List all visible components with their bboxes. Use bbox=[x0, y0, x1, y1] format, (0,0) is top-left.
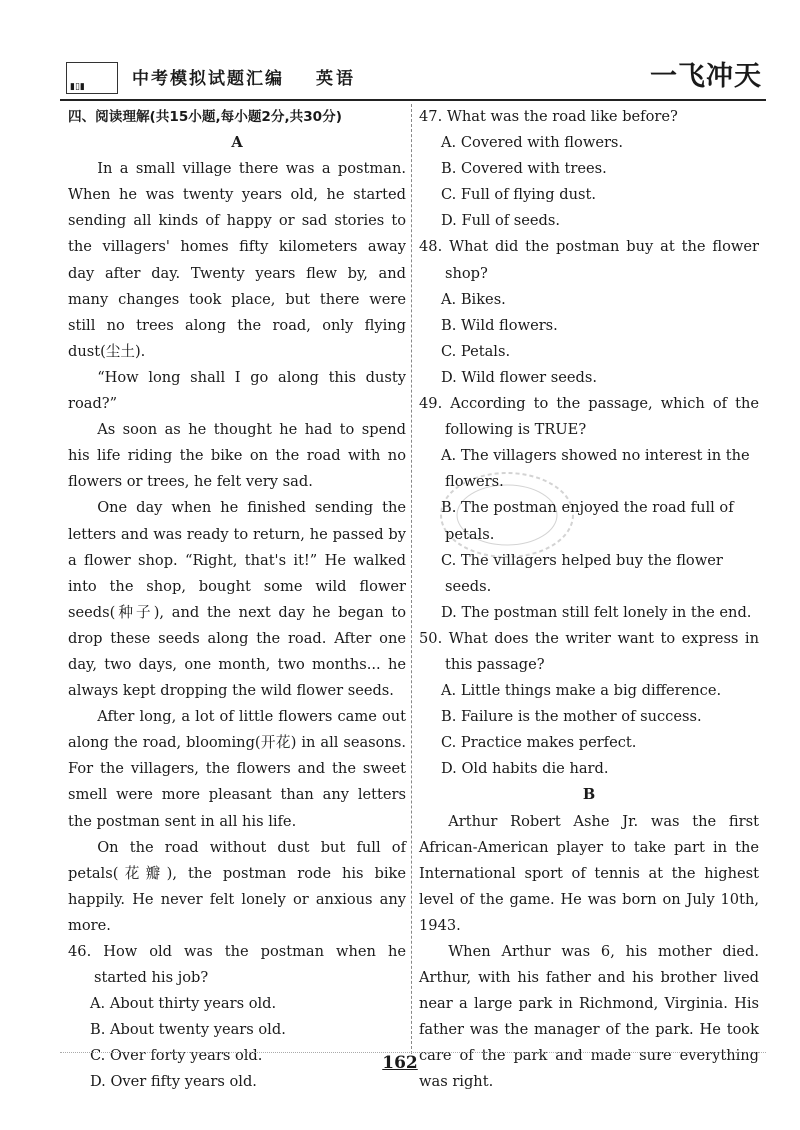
answer-option[interactable]: D. The postman still felt lonely in the end. bbox=[441, 603, 752, 621]
answer-option[interactable]: A. The villagers showed no interest in the flowers. bbox=[441, 447, 750, 491]
passage-a-label: A bbox=[231, 134, 243, 152]
answer-option[interactable]: C. Over forty years old. bbox=[90, 1047, 263, 1065]
answer-option[interactable]: A. Covered with flowers. bbox=[441, 134, 624, 152]
question-48 bbox=[419, 234, 759, 391]
question-47 bbox=[419, 104, 759, 234]
answer-option[interactable]: B. Failure is the mother of success. bbox=[441, 708, 702, 726]
left-column bbox=[68, 104, 406, 1096]
passage-a-paragraph: One day when he finished sending the letters and was ready to return, he passed by a flower shop. “Right, that's it!” He walked into the shop, bought some wild flower seeds(种子), and the next day he began to drop these seeds along the road. After one day, two days, one month, two months... he always kept dropping the wild flower seeds. bbox=[68, 499, 406, 700]
answer-option[interactable]: A. Bikes. bbox=[441, 290, 506, 308]
answer-option[interactable]: B. About twenty years old. bbox=[90, 1021, 286, 1039]
answer-option[interactable]: A. About thirty years old. bbox=[90, 995, 277, 1013]
passage-b-paragraph: Arthur Robert Ashe Jr. was the first African-American player to take part in the International sport of tennis at the highest level of the game. He was born on July 10th, 1943. bbox=[419, 812, 759, 934]
passage-a-paragraph: “How long shall I go along this dusty road?” bbox=[68, 368, 406, 413]
question-50 bbox=[419, 626, 759, 783]
book-logo bbox=[66, 62, 118, 94]
answer-option[interactable]: B. Wild flowers. bbox=[441, 316, 558, 334]
right-column bbox=[419, 104, 759, 1096]
answer-option[interactable]: D. Over fifty years old. bbox=[90, 1073, 257, 1091]
answer-option[interactable]: D. Old habits die hard. bbox=[441, 760, 609, 778]
answer-option[interactable]: C. The villagers helped buy the flower seeds. bbox=[441, 551, 723, 595]
question-stem: 46. How old was the postman when he started his job? bbox=[68, 943, 406, 987]
subject-label: 英语 bbox=[316, 69, 356, 89]
answer-option[interactable]: C. Practice makes perfect. bbox=[441, 734, 637, 752]
answer-option[interactable]: D. Full of seeds. bbox=[441, 212, 561, 230]
answer-option[interactable]: B. The postman enjoyed the road full of petals. bbox=[441, 499, 734, 543]
answer-option[interactable]: C. Full of flying dust. bbox=[441, 186, 597, 204]
passage-b-label: B bbox=[582, 786, 596, 804]
page-number bbox=[0, 1053, 800, 1073]
passage-b-paragraph: When Arthur was 6, his mother died. Arthur, with his father and his brother lived near a large park in Richmond, Virginia. His father was the manager of the park. He took care of the park and made sure everything was right. bbox=[419, 943, 759, 1091]
book-title: 中考模拟试题汇编 bbox=[132, 69, 284, 89]
passage-a-paragraph: As soon as he thought he had to spend his life riding the bike on the road with no flowers or trees, he felt very sad. bbox=[68, 421, 406, 491]
question-stem: 47. What was the road like before? bbox=[419, 108, 678, 125]
question-stem: 48. What did the postman buy at the flower shop? bbox=[419, 238, 759, 282]
header-rule bbox=[60, 99, 766, 101]
page-header bbox=[66, 60, 766, 100]
answer-option[interactable]: C. Petals. bbox=[441, 342, 511, 360]
answer-option[interactable]: D. Wild flower seeds. bbox=[441, 368, 598, 386]
question-stem: 50. What does the writer want to express in this passage? bbox=[419, 629, 759, 673]
section-heading: 四、阅读理解(共15小题,每小题2分,共30分) bbox=[68, 109, 342, 125]
passage-a-paragraph: In a small village there was a postman. When he was twenty years old, he started sending all kinds of happy or sad stories to the villagers' homes fifty kilometers away day after day. Twenty years flew by, and many changes took place, but there were still no trees along the road, only flying dust(尘土). bbox=[68, 160, 406, 360]
passage-a-paragraph: After long, a lot of little flowers came out along the road, blooming(开花) in all seasons. For the villagers, the flowers and the sweet smell were more pleasant than any letters the postman sent in all his life. bbox=[68, 708, 406, 830]
passage-a-paragraph: On the road without dust but full of petals(花瓣), the postman rode his bike happily. He never felt lonely or anxious any more. bbox=[68, 838, 406, 934]
question-stem: 49. According to the passage, which of the following is TRUE? bbox=[419, 395, 759, 439]
brand-slogan: 一飞冲天 bbox=[650, 61, 762, 92]
column-divider bbox=[411, 104, 412, 1054]
page-number-value: 162 bbox=[382, 1053, 418, 1073]
logo-mark: ▮▯▮ bbox=[70, 82, 85, 92]
answer-option[interactable]: B. Covered with trees. bbox=[441, 160, 607, 178]
question-49 bbox=[419, 391, 759, 626]
answer-option[interactable]: A. Little things make a big difference. bbox=[441, 682, 722, 700]
